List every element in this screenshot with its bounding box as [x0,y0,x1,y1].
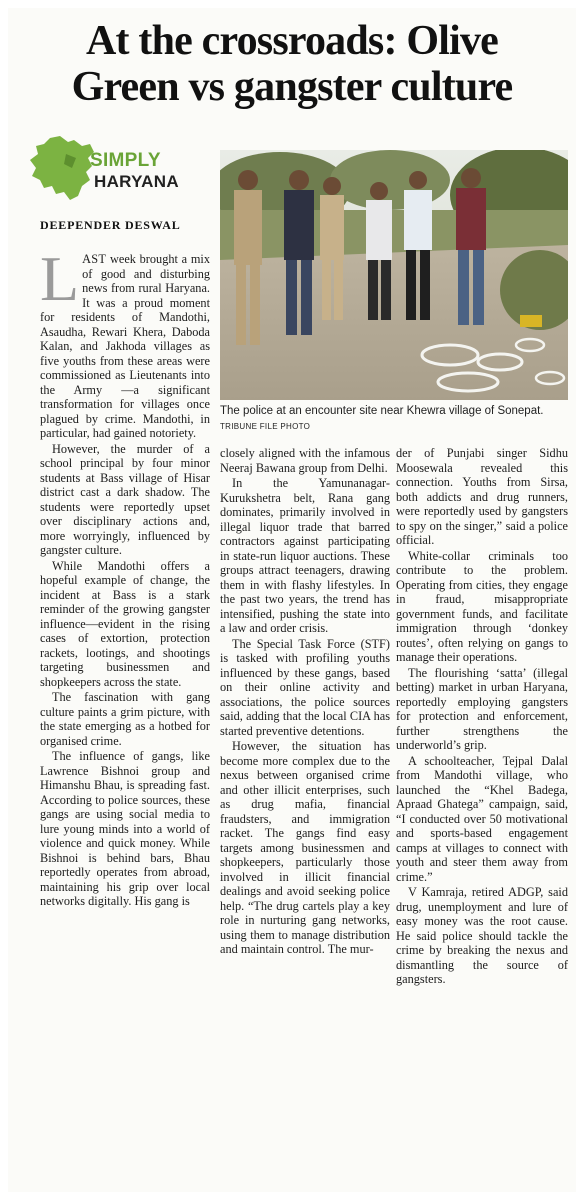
caption-text: The police at an encounter site near Khewra village of Sonepat. [220,405,544,417]
photo-credit: TRIBUNE FILE PHOTO [220,422,311,431]
byline: DEEPENDER DESWAL [40,218,181,232]
photo-caption [220,404,570,434]
encounter-site-photo [220,150,568,400]
article-paragraph: While Mandothi offers a hopeful example of change, the incident at Bass is a stark reminder of the growing gangster influence—evident in the rising cases of extortion, protection rackets, lootings, and shootings targeting businessmen and shopkeepers across the state. [40,558,210,689]
lead-caps: AST [82,252,107,266]
headline-line-1: At the crossroads: Olive [85,18,499,64]
article-column-2 [220,446,390,958]
article-paragraph: A schoolteacher, Tejpal Dalal from Mandothi village, who launched the “Khel Badega, Apraad Ghatega” campaign, said, “I conducted over 50 motivational and sports-based engagement camps at villages to connect with youth and steer them away from crime.” [396,753,568,884]
logo-text-simply: SIMPLY [90,150,161,171]
headline [8,18,576,110]
news-photo [220,150,568,400]
drop-cap: L [40,243,80,314]
article-paragraph: In the Yamunanagar-Kurukshetra belt, Rana gang dominates, primarily involved in illegal liquor trade that barred contractors against participating in state-run liquor auctions. These groups attract teenagers, drawing them in with flashy lifestyles. In the past two years, the trend has intensified, pushing the state into a law and order crisis. [220,476,390,635]
article-paragraph: der of Punjabi singer Sidhu Moosewala revealed this connection. Youths from Sirsa, both addicts and drug runners, were reportedly used by gangsters to spy on the singer,” said a police official. [396,446,568,547]
article-paragraph: The Special Task Force (STF) is tasked with profiling youths influenced by these gangs, based on their online activity and associations, the police sources said, adding that the local CIA has started preventive detentions. [220,636,390,738]
article-paragraph [40,243,210,441]
paragraph-text: week brought a mix of good and disturbing news from rural Haryana. It was a proud moment for residents of Mandothi, Asaudha, Rewari Khera, Daboda Kalan, and Jakhoda villages as five youths from these areas were commissioned as Lieutenants into the Army —a significant transformation for villages once plagued by crime. Mandothi, in particular, had gained notoriety. [40,252,210,440]
article-column-1 [40,243,210,910]
article-paragraph: closely aligned with the infamous Neeraj Bawana group from Delhi. [220,446,390,475]
article-paragraph: The influence of gangs, like Lawrence Bishnoi group and Himanshu Bhau, is spreading fast. According to police sources, these gangs are using social media to lure young minds into a world of violence and quick money. While Bishnoi is behind bars, Bhau reportedly operates from abroad, maintaining his grip over local networks digitally. His gang is [40,749,210,908]
article-paragraph: The flourishing ‘satta’ (illegal betting) market in urban Haryana, reportedly employing gangsters for protection and enforcement, further strengthens the underworld’s grip. [396,665,568,752]
article-paragraph: The fascination with gang culture paints a grim picture, with the state emerging as a hotbed for organised crime. [40,690,210,748]
simply-haryana-logo [30,136,206,206]
article-paragraph: However, the situation has become more complex due to the nexus between organised crime and other illicit enterprises, such as drug mafia, financial fraudsters, and immigration racket. The gangs find easy targets among businessmen and shopkeepers, particularly those involved in illicit financial dealings and avoid seeking police help. “The drug cartels play a key role in nurturing gang networks, using them to manage distribution and maintain control. The mur- [220,739,390,956]
article-column-3 [396,446,568,988]
article-paragraph: However, the murder of a school principal by four minor students at Bass village of Hisar district cast a dark shadow. The students were reportedly upset over disciplinary actions and, more worryingly, influenced by gangster culture. [40,441,210,557]
article-paragraph: V Kamraja, retired ADGP, said drug, unemployment and lure of easy money was the root cause. He said police should tackle the crime by breaking the nexus and dismantling the source of gangsters. [396,885,568,986]
newspaper-clipping [8,8,576,1192]
headline-line-2: Green vs gangster culture [71,64,513,110]
logo-text-haryana: HARYANA [94,172,179,191]
article-paragraph: White-collar criminals too contribute to the problem. Operating from cities, they engage in fraud, misappropriate government funds, and facilitate immigration through ‘donkey routes’, often relying on gangs to manage their operations. [396,548,568,664]
